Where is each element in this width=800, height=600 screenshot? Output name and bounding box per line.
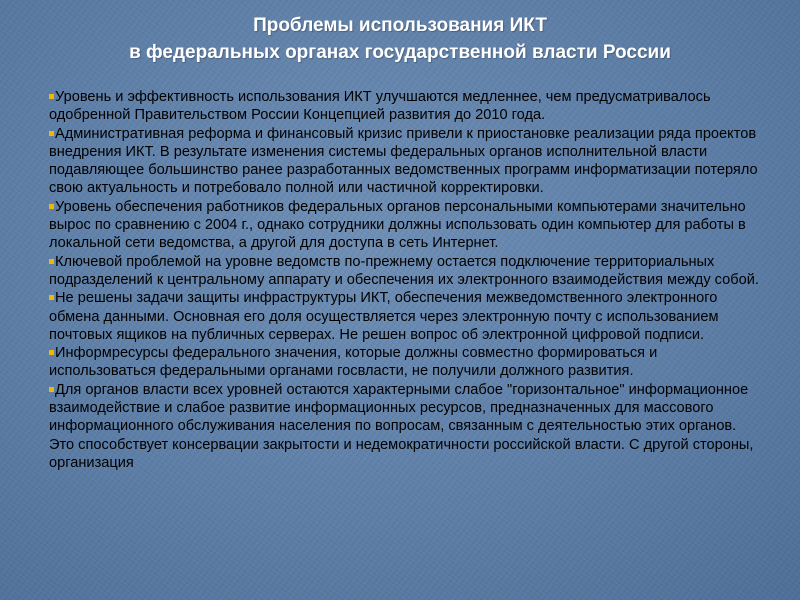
bullet-text: Для органов власти всех уровней остаются характерными слабое "горизонтальное" информационное взаимодействие и слабое развитие информационных ресурсов, предназначенных для массового информационного обслуживания населения по вопросам, связанным с деятельностью этих органов. Это способствует консервации закрытости и недемократичности российской власти. С другой стороны, организация	[49, 381, 754, 471]
slide-title	[0, 12, 800, 66]
bullet-list	[49, 88, 759, 472]
bullet-square-icon	[49, 259, 54, 264]
bullet-square-icon	[49, 295, 54, 300]
slide-title-line-2: в федеральных органах государственной власти России	[129, 42, 671, 63]
bullet-item	[49, 198, 759, 253]
bullet-text: Уровень и эффективность использования ИКТ улучшаются медленнее, чем предусматривалось одобренной Правительством России Концепцией развития до 2010 года.	[49, 89, 711, 124]
bullet-item	[49, 253, 759, 290]
bullet-text: Ключевой проблемой на уровне ведомств по-прежнему остается подключение территориальных подразделений к центральному аппарату и обеспечения их электронного взаимодействия между собой.	[49, 253, 759, 288]
bullet-square-icon	[49, 350, 54, 355]
bullet-text: Уровень обеспечения работников федеральных органов персональными компьютерами значительно вырос по сравнению с 2004 г., однако сотрудники должны использовать один компьютер для работы в локальной сети ведомства, а другой для доступа в сеть Интернет.	[49, 198, 746, 252]
bullet-square-icon	[49, 94, 54, 99]
slide-title-line-1: Проблемы использования ИКТ	[253, 15, 547, 36]
bullet-text: Информресурсы федерального значения, которые должны совместно формироваться и использоваться федеральными органами госвласти, не получили должного развития.	[49, 345, 658, 380]
bullet-item	[49, 289, 759, 344]
bullet-item	[49, 344, 759, 381]
bullet-text: Не решены задачи защиты инфраструктуры ИКТ, обеспечения межведомственного электронного обмена данными. Основная его доля осуществляется через электронную почту с использованием почтовых ящиков на публичных серверах. Не решен вопрос об электронной цифровой подписи.	[49, 290, 719, 343]
bullet-text: Административная реформа и финансовый кризис привели к приостановке реализации ряда проектов внедрения ИКТ. В результате изменения системы федеральных органов исполнительной власти подавляющее большинство ранее разработанных ведомственных программ информатизации потеряло свою актуальность и потребовало полной или частичной корректировки.	[49, 125, 758, 197]
bullet-square-icon	[49, 204, 54, 209]
bullet-square-icon	[49, 387, 54, 392]
bullet-item	[49, 125, 759, 198]
bullet-item	[49, 381, 759, 472]
bullet-square-icon	[49, 131, 54, 136]
bullet-item	[49, 88, 759, 125]
